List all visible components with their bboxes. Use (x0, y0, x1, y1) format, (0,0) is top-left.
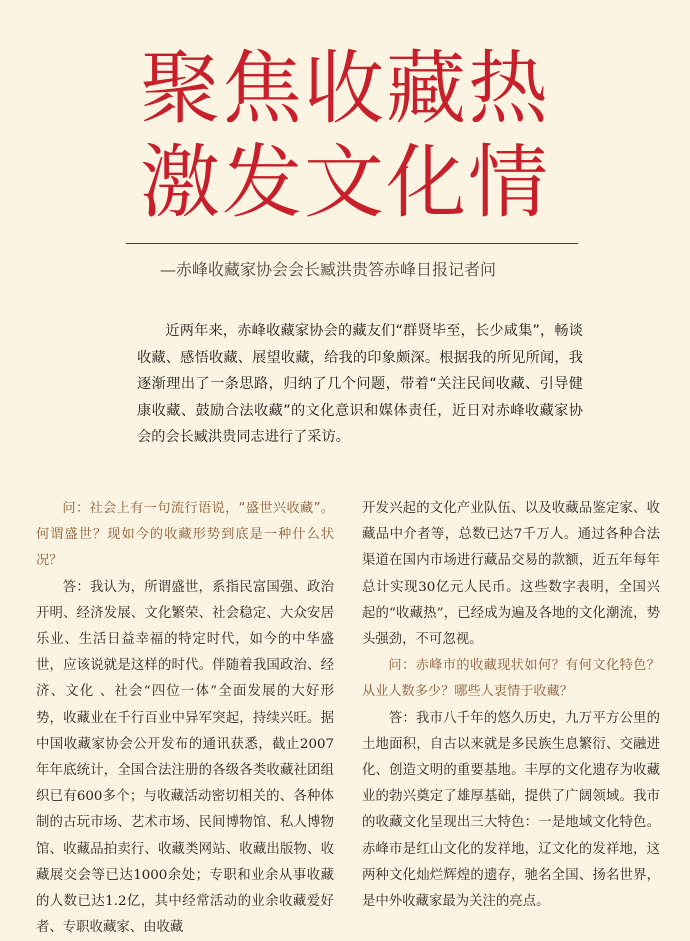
headline-line-2: 激发文化情 (140, 136, 550, 229)
question-2: 问：赤峰市的收藏现状如何？有何文化特色？从业人数多少？哪些人衷情于收藏？ (362, 658, 660, 700)
answer-1: 答：我认为，所谓盛世，系指民富国强、政治开明、经济发展、文化繁荣、社会稳定、大众安居乐业、生活日益幸福的特定时代，如今的中华盛世，应该说就是这样的时代。伴随着我国政治、经济、文化 、社会“四位一体”全面发展的大好形势，收藏业在千行百业中异军突起，持续兴旺。据中国收藏家协会公开发布的通讯获悉，截止2007年年底统计，全国合法注册的各级各类收藏社团组织已有600多个；与收藏活动密切相关的、各种体制的古玩市场、艺术市场、民间博物馆、私人博物馆、收藏品拍卖行、收藏类网站、收藏出版物、收藏展交会等已达1000余处；专职和业余从事收藏的人数已达1.2亿，其中经常活动的业余收藏爱好者、专职收藏家、由收藏 (36, 579, 334, 936)
headline-line-1: 聚焦收藏热 (140, 42, 550, 135)
answer-1-continued: 开发兴起的文化产业队伍、以及收藏品鉴定家、收藏品中介者等，总数已达7千万人。通过各种合法渠道在国内市场进行藏品交易的款额，近五年每年总计实现30亿元人民币。这些数字表明，全国兴起的“收藏热”，已经成为遍及各地的文化潮流，势头强劲，不可忽视。 (362, 501, 660, 648)
right-column (362, 496, 660, 915)
intro-paragraph: 近两年来，赤峰收藏家协会的藏友们“群贤毕至，长少咸集”，畅谈收藏、感悟收藏、展望收藏，给我的印象颇深。根据我的所见所闻，我逐渐理出了一条思路，归纳了几个问题，带着“关注民间收藏、引导健康收藏、鼓励合法收藏”的文化意识和媒体责任，近日对赤峰收藏家协会的会长臧洪贵同志进行了采访。 (137, 323, 583, 445)
title-divider (126, 243, 578, 244)
answer-2: 答：我市八千年的悠久历史，九万平方公里的土地面积，自古以来就是多民族生息繁衍、交融进化、创造文明的重要基地。丰厚的文化遗存为收藏业的勃兴奠定了雄厚基础，提供了广阔领域。我市的收藏文化呈现出三大特色：一是地域文化特色。赤峰市是红山文化的发祥地，辽文化的发祥地，这两种文化灿烂辉煌的遗存，驰名全国、扬名世界，是中外收藏家最为关注的亮点。 (362, 710, 660, 910)
subtitle-byline: —赤峰收藏家协会会长臧洪贵答赤峰日报记者问 (160, 260, 497, 279)
question-1: 问：社会上有一句流行语说，“盛世兴收藏”。何谓盛世？现如今的收藏形势到底是一种什么状况？ (36, 501, 334, 569)
left-column (36, 496, 334, 941)
